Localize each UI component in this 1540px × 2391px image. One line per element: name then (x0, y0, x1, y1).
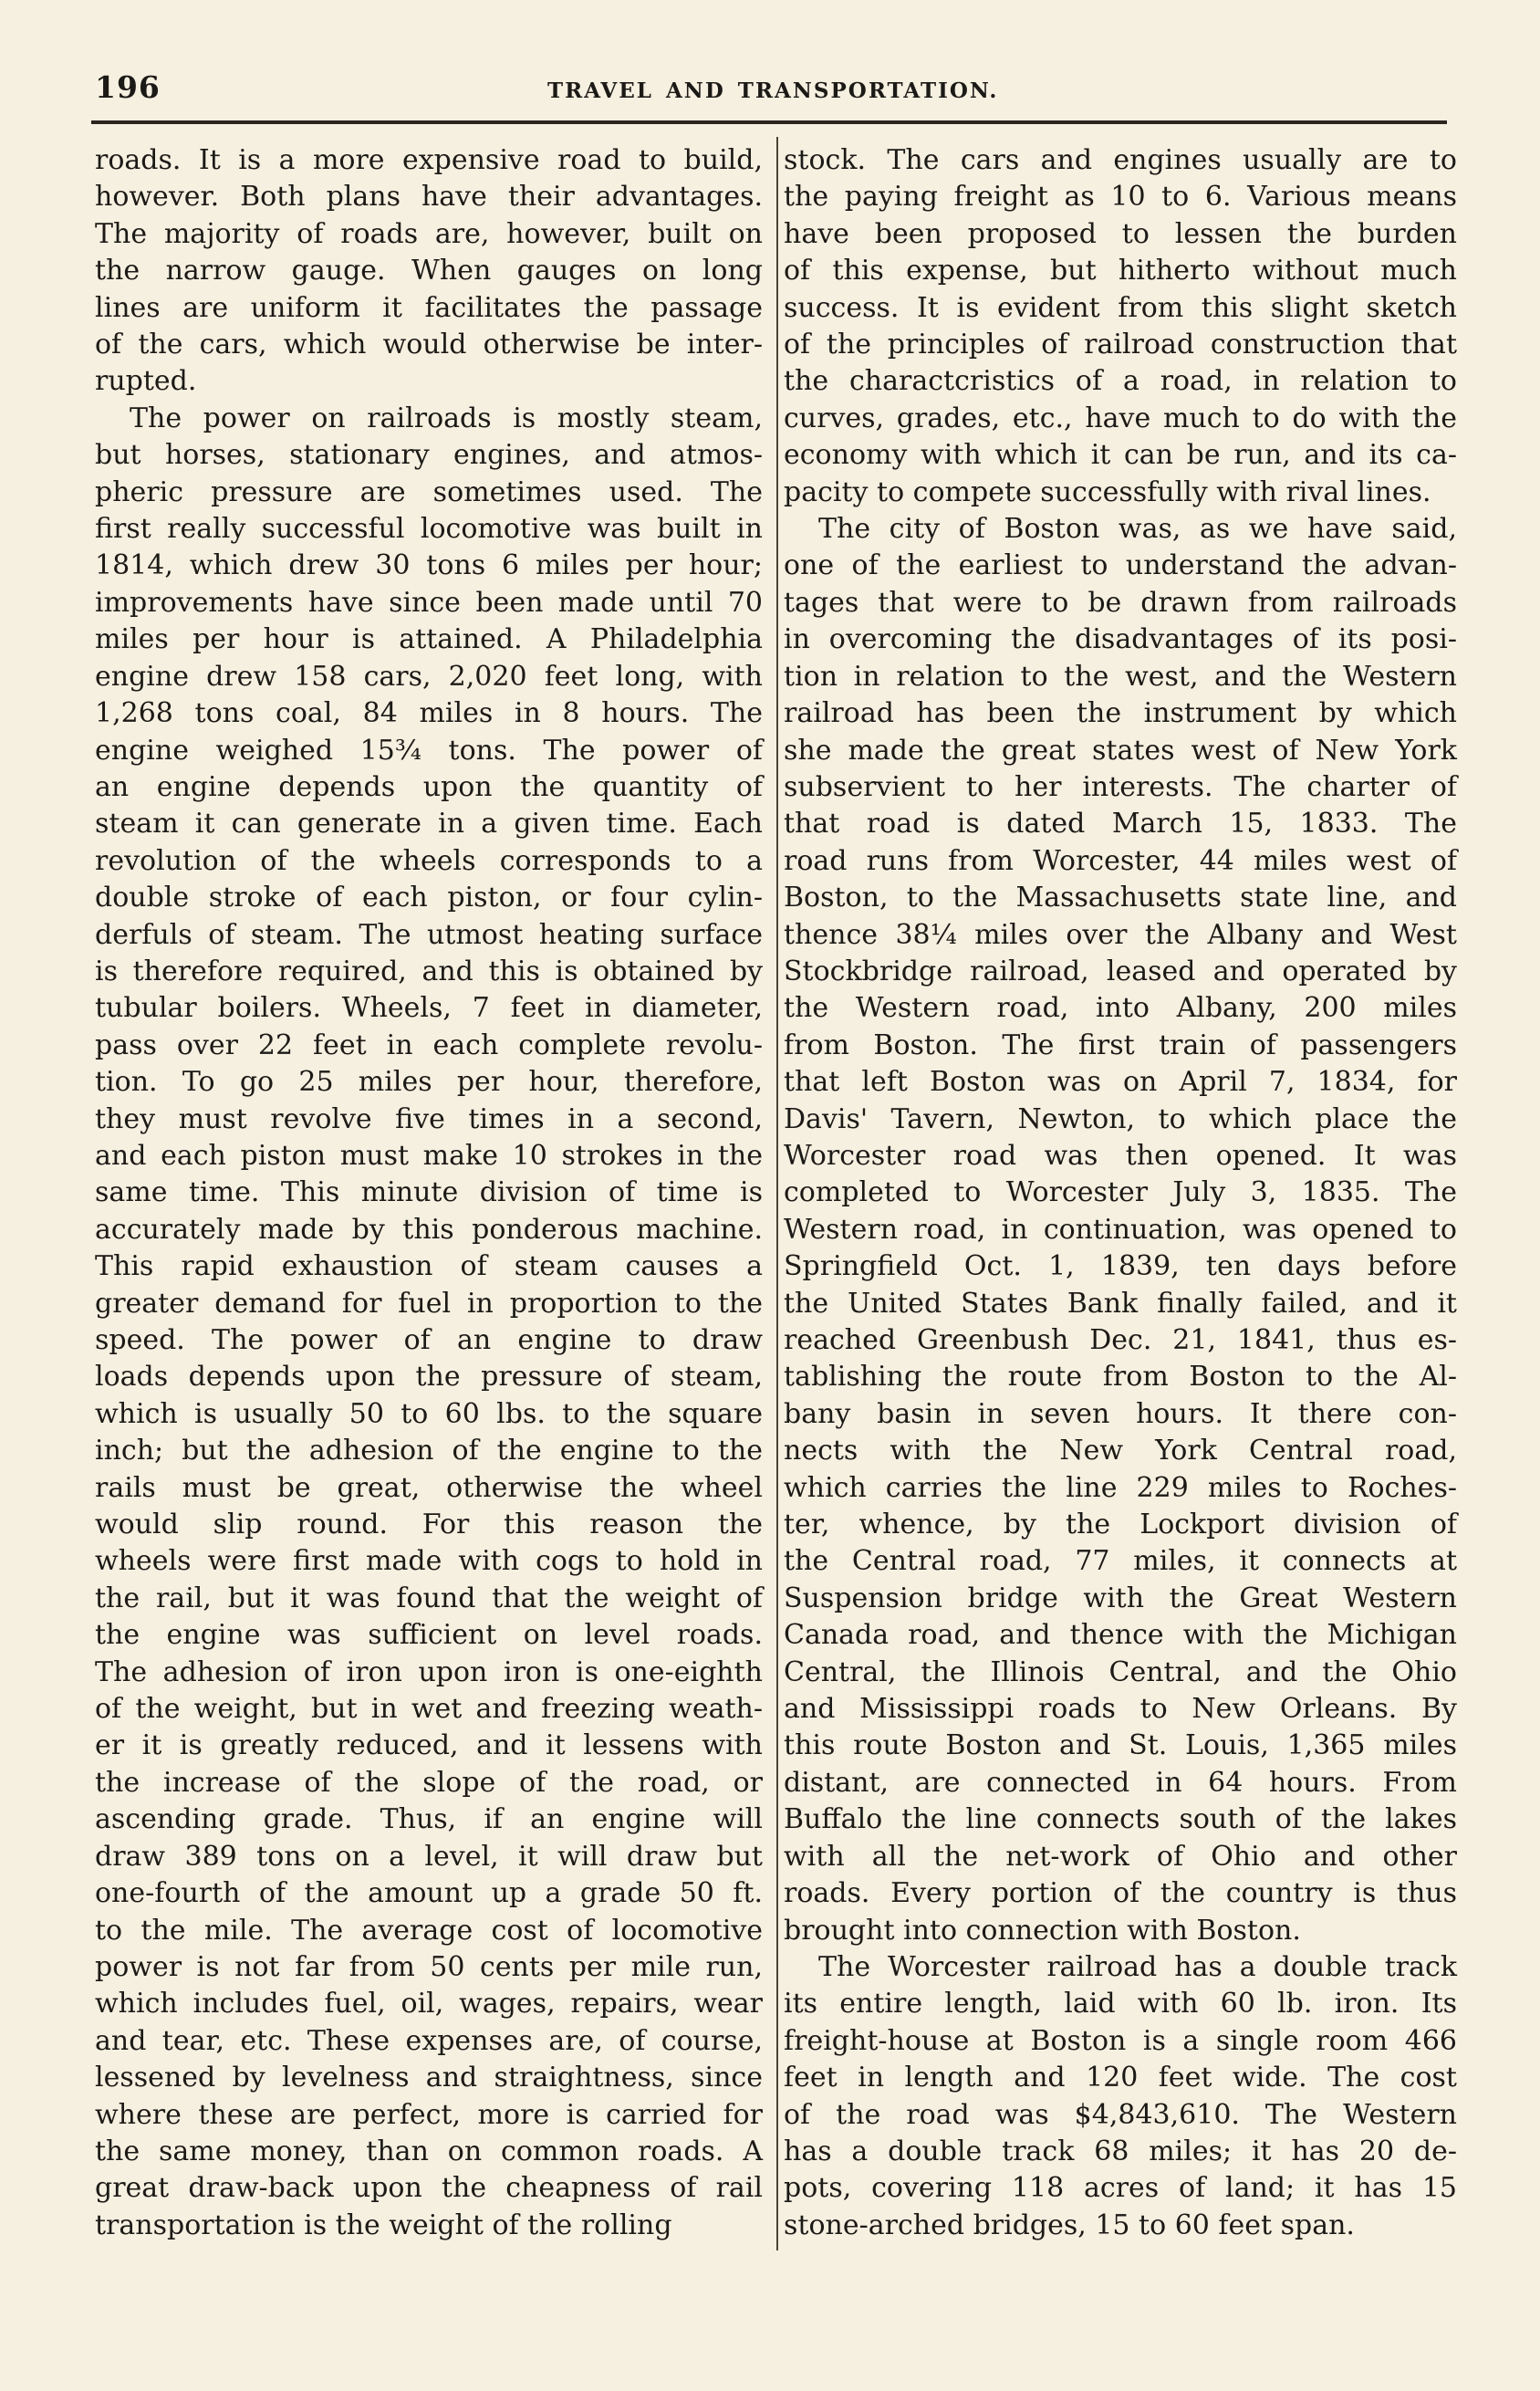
text-line: double stroke of each piston, or four cylin- (95, 882, 763, 914)
text-line: they must revolve five times in a second, (95, 1102, 763, 1135)
text-line: ascending grade. Thus, if an engine will (95, 1803, 763, 1836)
left-column (95, 142, 763, 2244)
text-line: the increase of the slope of the road, or (95, 1766, 763, 1799)
text-line: its entire length, laid with 60 lb. iron. Its (784, 1988, 1457, 2020)
text-line: brought into connection with Boston. (784, 1914, 1301, 1947)
text-line: subservient to her interests. The charter of (784, 770, 1457, 803)
text-line: The Worcester railroad has a double track (818, 1950, 1457, 1983)
text-line: of the principles of railroad construction that (784, 329, 1457, 361)
text-line: one of the earliest to understand the advan- (784, 549, 1457, 582)
text-line: 1814, which drew 30 tons 6 miles per hour; (95, 549, 763, 582)
text-line: Stockbridge railroad, leased and operated by (784, 955, 1457, 987)
text-line: the paying freight as 10 to 6. Various means (784, 181, 1457, 214)
text-line: the rail, but it was found that the weight of (95, 1582, 763, 1614)
text-line: derfuls of steam. The utmost heating surface (95, 918, 763, 951)
text-line: road runs from Worcester, 44 miles west of (784, 844, 1457, 877)
text-line: to the mile. The average cost of locomotive (95, 1914, 763, 1947)
column-rule (776, 137, 778, 2250)
text-line: This rapid exhaustion of steam causes a (95, 1250, 763, 1283)
text-line: of this expense, but hitherto without much (784, 255, 1457, 287)
text-line: improvements have since been made until 70 (95, 586, 763, 619)
text-line: completed to Worcester July 3, 1835. The (784, 1176, 1457, 1209)
text-line: of the weight, but in wet and freezing weath- (95, 1693, 763, 1726)
header-rule (91, 120, 1447, 124)
text-line: curves, grades, etc., have much to do with the (784, 402, 1457, 434)
text-line: The power on railroads is mostly steam, (130, 402, 763, 434)
text-line: with all the net-work of Ohio and other (784, 1840, 1457, 1873)
text-line: Springfield Oct. 1, 1839, ten days before (784, 1250, 1457, 1283)
text-line: reached Greenbush Dec. 21, 1841, thus es- (784, 1324, 1457, 1356)
text-line: which carries the line 229 miles to Roches- (784, 1471, 1457, 1504)
text-line: distant, are connected in 64 hours. From (784, 1766, 1457, 1799)
text-line: feet in length and 120 feet wide. The cost (784, 2062, 1457, 2094)
text-line: loads depends upon the pressure of steam, (95, 1361, 763, 1394)
text-line: wheels were first made with cogs to hold in (95, 1545, 763, 1578)
text-line: Davis' Tavern, Newton, to which place the (784, 1102, 1457, 1135)
text-line: freight-house at Boston is a single room 466 (784, 2024, 1457, 2057)
text-line: steam it can generate in a given time. Each (95, 808, 763, 841)
text-line: pots, covering 118 acres of land; it has 15 (784, 2172, 1457, 2205)
text-line: is therefore required, and this is obtained by (95, 955, 763, 987)
text-line: greater demand for fuel in proportion to the (95, 1287, 763, 1320)
text-line: the United States Bank finally failed, and it (784, 1287, 1457, 1320)
text-line: speed. The power of an engine to draw (95, 1324, 763, 1356)
text-line: where these are perfect, more is carried for (95, 2098, 763, 2131)
text-line: railroad has been the instrument by which (784, 697, 1457, 730)
text-line: she made the great states west of New York (784, 734, 1457, 767)
text-line: tubular boilers. Wheels, 7 feet in diameter, (95, 992, 763, 1025)
text-line: The majority of roads are, however, built on (95, 217, 763, 250)
text-line: one-fourth of the amount up a grade 50 ft. (95, 1877, 763, 1910)
text-line: inch; but the adhesion of the engine to the (95, 1435, 763, 1467)
text-line: engine weighed 15¾ tons. The power of (95, 734, 763, 767)
text-line: in overcoming the disadvantages of its posi- (784, 623, 1457, 656)
text-line: tion in relation to the west, and the Western (784, 660, 1457, 693)
text-line: that road is dated March 15, 1833. The (784, 808, 1457, 841)
text-line: accurately made by this ponderous machine. (95, 1213, 763, 1246)
text-line: Canada road, and thence with the Michigan (784, 1619, 1457, 1652)
text-line: The city of Boston was, as we have said, (818, 513, 1457, 546)
text-line: tages that were to be drawn from railroads (784, 586, 1457, 619)
text-line: the same money, than on common roads. A (95, 2135, 763, 2167)
running-head: TRAVEL AND TRANSPORTATION. (547, 78, 999, 103)
text-line: stock. The cars and engines usually are to (784, 144, 1457, 176)
text-line: and Mississippi roads to New Orleans. By (784, 1693, 1457, 1726)
text-line: nects with the New York Central road, (784, 1435, 1457, 1467)
text-line: stone-arched bridges, 15 to 60 feet span. (784, 2208, 1355, 2241)
text-line: and each piston must make 10 strokes in the (95, 1139, 763, 1172)
text-line: of the road was $4,843,610. The Western (784, 2098, 1457, 2131)
text-line: and tear, etc. These expenses are, of course, (95, 2024, 763, 2057)
text-line: tablishing the route from Boston to the Al- (784, 1361, 1457, 1394)
text-line: pacity to compete successfully with rival lines. (784, 475, 1431, 508)
text-line: the charactcristics of a road, in relation to (784, 365, 1457, 398)
text-line: from Boston. The first train of passengers (784, 1028, 1457, 1061)
text-line: pass over 22 feet in each complete revolu- (95, 1028, 763, 1061)
text-line: transportation is the weight of the rolling (95, 2208, 672, 2241)
text-line: same time. This minute division of time is (95, 1176, 763, 1209)
text-line: lessened by levelness and straightness, since (95, 2062, 763, 2094)
text-line: Boston, to the Massachusetts state line, and (784, 882, 1457, 914)
text-line: roads. Every portion of the country is thus (784, 1877, 1457, 1910)
text-line: the engine was sufficient on level roads. (95, 1619, 763, 1652)
text-line: success. It is evident from this slight sketch (784, 291, 1457, 324)
text-line: rails must be great, otherwise the wheel (95, 1471, 763, 1504)
text-line: economy with which it can be run, and its ca- (784, 439, 1457, 472)
text-line: first really successful locomotive was built in (95, 513, 763, 546)
text-line: rupted. (95, 365, 197, 398)
text-line: revolution of the wheels corresponds to a (95, 844, 763, 877)
text-line: bany basin in seven hours. It there con- (784, 1397, 1457, 1430)
text-line: Western road, in continuation, was opened to (784, 1213, 1457, 1246)
text-line: this route Boston and St. Louis, 1,365 miles (784, 1729, 1457, 1762)
text-line: which includes fuel, oil, wages, repairs, wear (95, 1988, 763, 2020)
text-line: pheric pressure are sometimes used. The (95, 475, 763, 508)
page-number: 196 (95, 69, 161, 105)
text-line: roads. It is a more expensive road to build, (95, 144, 763, 176)
text-line: an engine depends upon the quantity of (95, 770, 763, 803)
text-line: 1,268 tons coal, 84 miles in 8 hours. The (95, 697, 763, 730)
text-line: er it is greatly reduced, and it lessens with (95, 1729, 763, 1762)
text-line: however. Both plans have their advantages. (95, 181, 763, 214)
text-line: Central, the Illinois Central, and the Ohio (784, 1655, 1457, 1688)
text-line: Worcester road was then opened. It was (784, 1139, 1457, 1172)
text-line: draw 389 tons on a level, it will draw but (95, 1840, 763, 1873)
text-line: would slip round. For this reason the (95, 1509, 763, 1541)
text-line: but horses, stationary engines, and atmos- (95, 439, 763, 472)
text-line: miles per hour is attained. A Philadelphia (95, 623, 763, 656)
text-line: thence 38¼ miles over the Albany and West (784, 918, 1457, 951)
text-line: great draw-back upon the cheapness of rail (95, 2172, 763, 2205)
text-line: of the cars, which would otherwise be inter- (95, 329, 763, 361)
text-line: the narrow gauge. When gauges on long (95, 255, 763, 287)
text-line: tion. To go 25 miles per hour, therefore, (95, 1066, 763, 1099)
text-line: that left Boston was on April 7, 1834, for (784, 1066, 1457, 1099)
text-line: Suspension bridge with the Great Western (784, 1582, 1457, 1614)
text-line: engine drew 158 cars, 2,020 feet long, with (95, 660, 763, 693)
right-column (784, 142, 1457, 2244)
text-line: lines are uniform it facilitates the passage (95, 291, 763, 324)
text-line: has a double track 68 miles; it has 20 de- (784, 2135, 1457, 2167)
text-line: which is usually 50 to 60 lbs. to the square (95, 1397, 763, 1430)
text-line: have been proposed to lessen the burden (784, 217, 1457, 250)
text-line: The adhesion of iron upon iron is one-eighth (95, 1655, 763, 1688)
text-line: the Western road, into Albany, 200 miles (784, 992, 1457, 1025)
text-line: the Central road, 77 miles, it connects at (784, 1545, 1457, 1578)
text-line: ter, whence, by the Lockport division of (784, 1509, 1457, 1541)
text-line: Buffalo the line connects south of the lakes (784, 1803, 1457, 1836)
text-line: power is not far from 50 cents per mile run, (95, 1950, 763, 1983)
